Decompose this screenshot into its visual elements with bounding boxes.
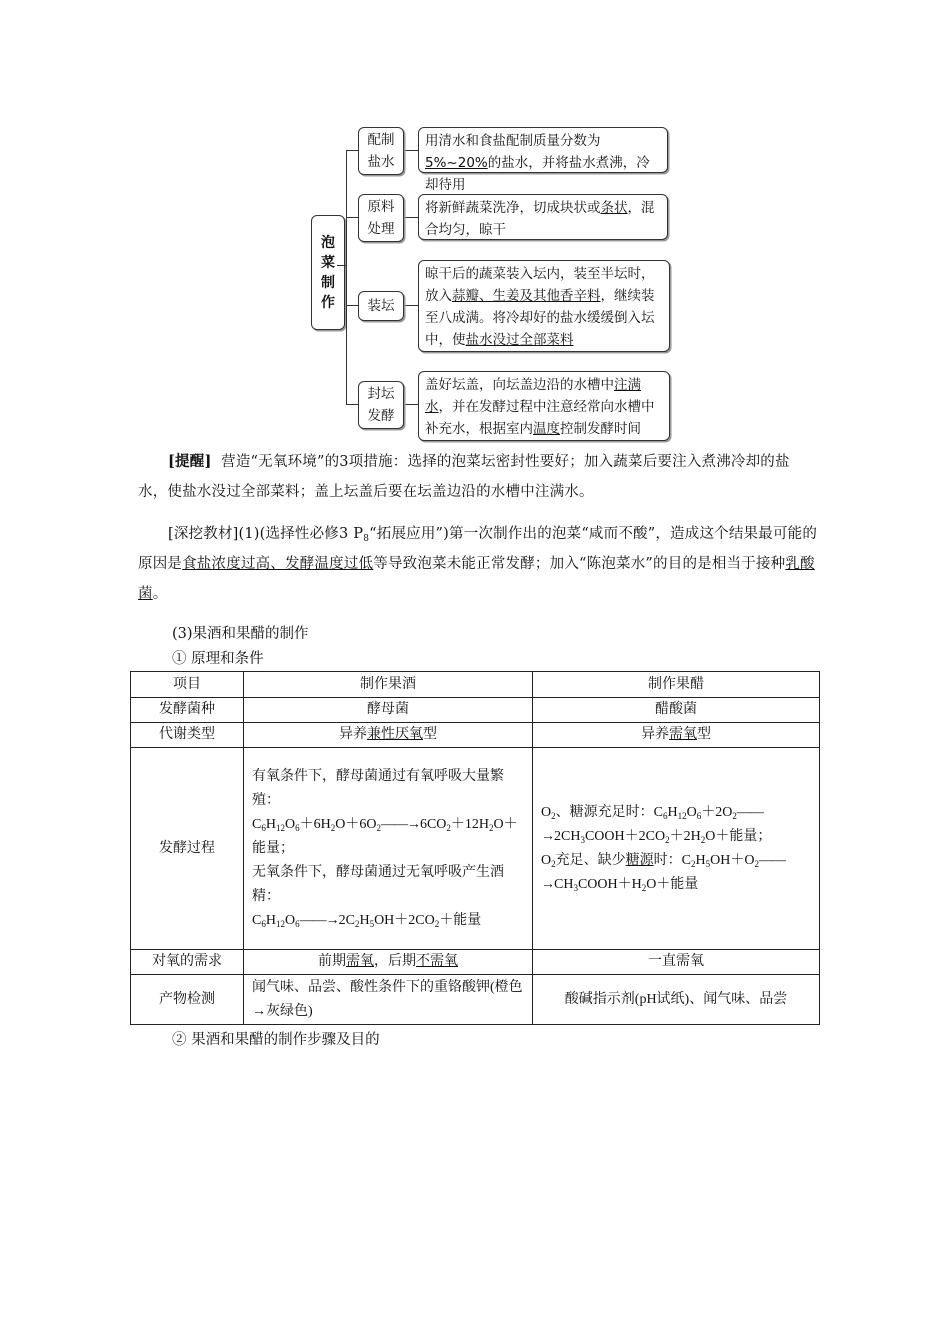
- comparison-table: [130, 671, 820, 1025]
- branch-head-seal: 封坛发酵: [358, 381, 404, 429]
- table-row: 对氧的需求 前期需氧，后期不需氧 一直需氧: [131, 950, 820, 975]
- diagram-root: 泡菜制作: [311, 215, 345, 330]
- table-header-row: [131, 672, 820, 698]
- section-title: (3)果酒和果醋的制作: [172, 626, 309, 642]
- subsection-steps: ② 果酒和果醋的制作步骤及目的: [172, 1032, 380, 1048]
- branch-content-material: 将新鲜蔬菜洗净，切成块状或条状，混合均匀，晾干: [418, 194, 668, 240]
- table-row: 发酵菌种 酵母菌 醋酸菌: [131, 698, 820, 723]
- subsection-principles: ① 原理和条件: [172, 651, 264, 667]
- table-row: 发酵过程 有氧条件下，酵母菌通过有氧呼吸大量繁殖： $C_6H_{12}O_6+6H_2O+6O_2——\to 6CO_2+12H_2O+$能量； 无氧条件下，酵母菌通过无氧呼吸产生酒精： $C_6H_{12}O_6——\to 2C_2H_5OH+2CO_2+$能量 $O_2$、糖源充足时：$C_6H_{12}O_6+2O_2——\to 2CH_3COOH+2CO_2+2H_2O+$能量； $O_2$充足、缺少糖源时：$C_2H_5OH+O_2——\to CH_3COOH+H_2O+$能量: [131, 748, 820, 950]
- branch-content-jar: 晾干后的蔬菜装入坛内，装至半坛时，放入蒜瓣、生姜及其他香辛料，继续装至八成满。将冷却好的盐水缓缓倒入坛中，使盐水没过全部菜料: [418, 260, 670, 352]
- wine-process-cell: 有氧条件下，酵母菌通过有氧呼吸大量繁殖： $C_6H_{12}O_6+6H_2O+6O_2——\to 6CO_2+12H_2O+$能量； 无氧条件下，酵母菌通过无氧呼吸产生酒精： $C_6H_{12}O_6——\to 2C_2H_5OH+2CO_2+$能量: [244, 748, 533, 950]
- branch-content-brine: 用清水和食盐配制质量分数为5%~20%的盐水，并将盐水煮沸，冷却待用: [418, 127, 668, 173]
- table-row: 代谢类型 异养兼性厌氧型 异养需氧型: [131, 723, 820, 748]
- branch-content-seal: 盖好坛盖，向坛盖边沿的水槽中注满水，并在发酵过程中注意经常向水槽中补充水，根据室内温度控制发酵时间: [418, 371, 670, 441]
- table-row: 产物检测 闻气味、品尝、酸性条件下的重铬酸钾(橙色→灰绿色) 酸碱指示剂(pH试纸)、闻气味、品尝: [131, 975, 820, 1025]
- branch-head-material: 原料处理: [358, 194, 404, 242]
- deep-dive-paragraph: [深挖教材](1)(选择性必修3 $P_8“$拓展应用”)第一次制作出的泡菜“咸而不酸”，造成这个结果最可能的原因是食盐浓度过高、发酵温度过低等导致泡菜未能正常发酵；加入“陈泡菜水”的目的是相当于接种乳酸菌。: [138, 526, 818, 602]
- tip-paragraph: [提醒] 营造“无氧环境”的3项措施：选择的泡菜坛密封性要好；加入蔬菜后要注入煮沸冷却的盐水，使盐水没过全部菜料；盖上坛盖后要在坛盖边沿的水槽中注满水。: [138, 453, 790, 500]
- table-header: 项目: [131, 672, 244, 698]
- table-header: 制作果酒: [244, 672, 533, 698]
- vinegar-process-cell: $O_2$、糖源充足时：$C_6H_{12}O_6+2O_2——\to 2CH_3COOH+2CO_2+2H_2O+$能量； $O_2$充足、缺少糖源时：$C_2H_5OH+O_2——\to CH_3COOH+H_2O+$能量: [533, 748, 820, 950]
- table-header: 制作果醋: [533, 672, 820, 698]
- branch-head-jar: 装坛: [358, 291, 404, 321]
- branch-head-brine: 配制盐水: [358, 127, 404, 175]
- connector: [346, 150, 347, 404]
